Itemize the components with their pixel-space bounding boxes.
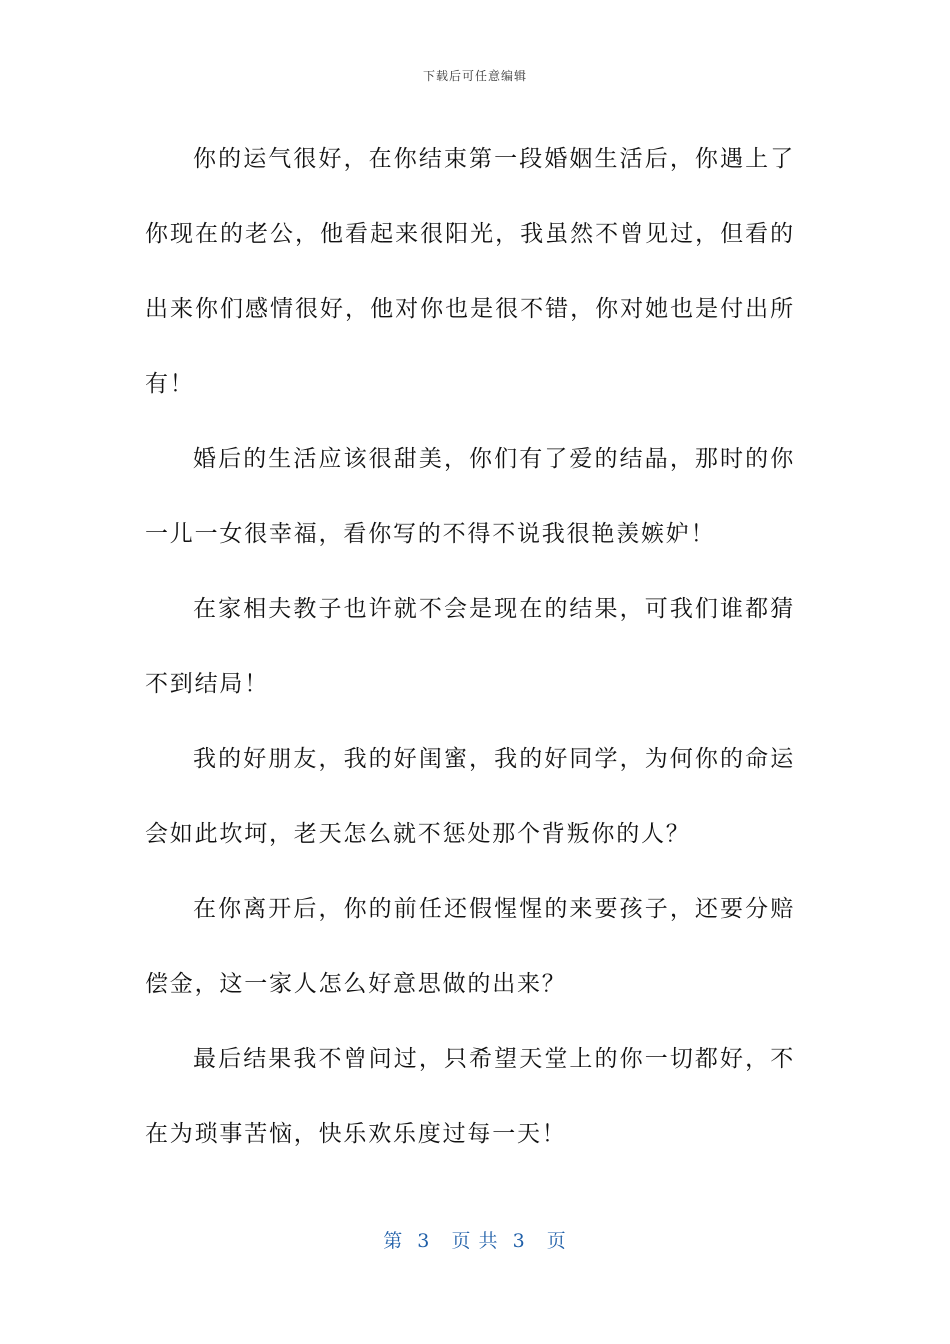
paragraph-3: 在家相夫教子也许就不会是现在的结果，可我们谁都猜不到结局！ [145,596,795,697]
page-header: 下载后可任意编辑 [422,69,527,83]
paragraph-1: 你的运气很好，在你结束第一段婚姻生活后，你遇上了你现在的老公，他看起来很阳光，我虽然不曾见过，但看的出来你们感情很好，他对你也是很不错，你对她也是付出所有！ [145,146,795,397]
paragraph-2: 婚后的生活应该很甜美，你们有了爱的结晶，那时的你一儿一女很幸福，看你写的不得不说我很艳羡嫉妒！ [145,446,795,547]
page-footer: 第 3 页 共 3 页 [383,1230,567,1252]
document-body [145,122,795,1172]
paragraph-4: 我的好朋友，我的好闺蜜，我的好同学，为何你的命运会如此坎坷，老天怎么就不惩处那个背叛你的人？ [145,746,795,847]
paragraph-5: 在你离开后，你的前任还假惺惺的来要孩子，还要分赔偿金，这一家人怎么好意思做的出来？ [145,896,795,997]
paragraph-6: 最后结果我不曾问过，只希望天堂上的你一切都好，不在为琐事苦恼，快乐欢乐度过每一天！ [145,1046,795,1147]
